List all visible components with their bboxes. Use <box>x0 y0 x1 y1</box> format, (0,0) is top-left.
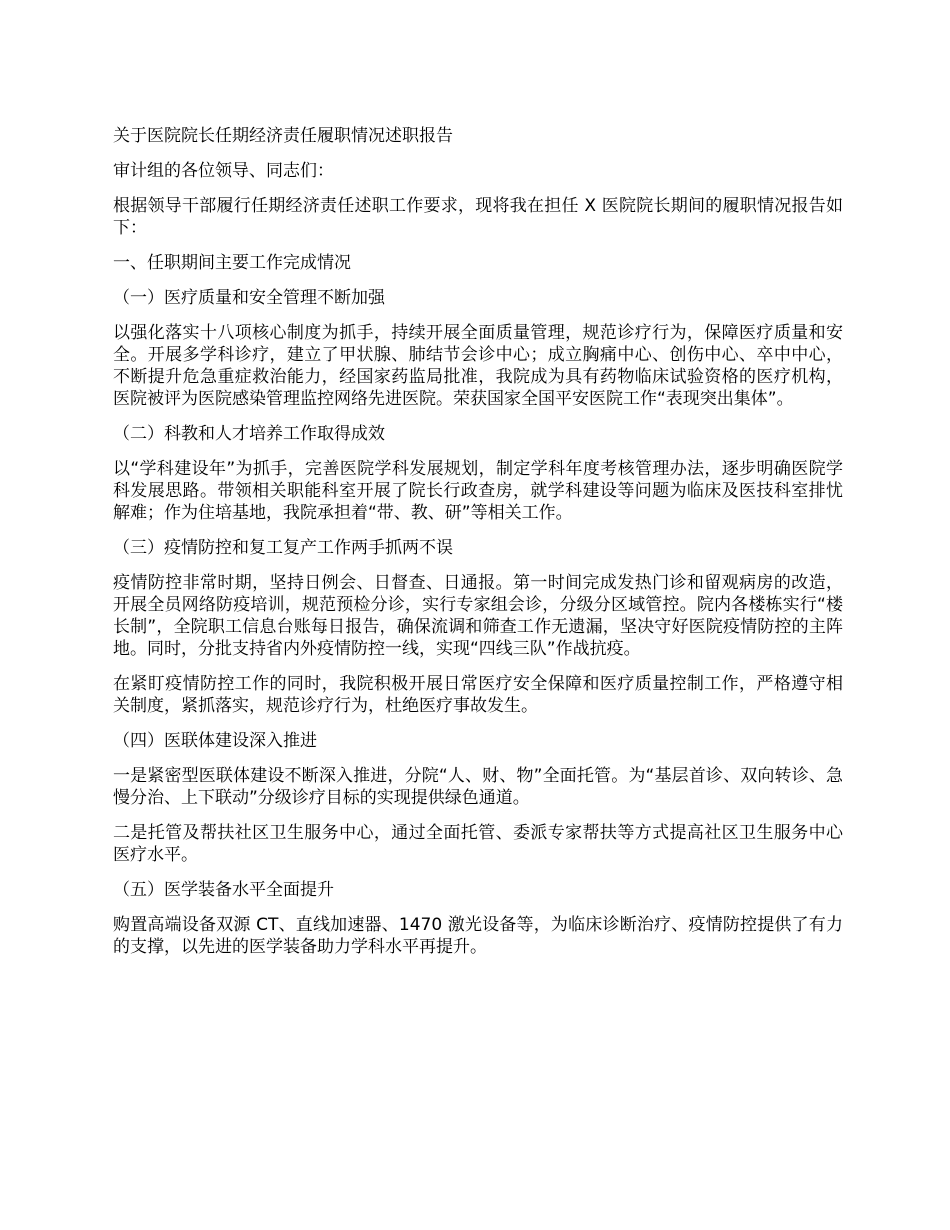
subsection-heading-4: （四）医联体建设深入推进 <box>113 731 317 751</box>
subsection-2-paragraph: 以“学科建设年”为抓手，完善医院学科发展规划，制定学科年度考核管理办法，逐步明确医院学科发展思路。带领相关职能科室开展了院长行政查房，就学科建设等问题为临床及医技科室排忧解难；作为住培基地，我院承担着“带、教、研”等相关工作。 <box>113 459 843 523</box>
subsection-3-paragraph-2: 在紧盯疫情防控工作的同时，我院积极开展日常医疗安全保障和医疗质量控制工作，严格遵守相关制度，紧抓落实，规范诊疗行为，杜绝医疗事故发生。 <box>113 674 843 716</box>
subsection-4-paragraph-2: 二是托管及帮扶社区卫生服务中心，通过全面托管、委派专家帮扶等方式提高社区卫生服务中心医疗水平。 <box>113 823 843 865</box>
section-heading-1: 一、任职期间主要工作完成情况 <box>113 253 351 273</box>
greeting: 审计组的各位领导、同志们： <box>113 161 334 181</box>
subsection-3-paragraph-1: 疫情防控非常时期，坚持日例会、日督查、日通报。第一时间完成发热门诊和留观病房的改造，开展全员网络防疫培训，规范预检分诊，实行专家组会诊，分级分区域管控。院内各楼栋实行“楼长制”，全院职工信息台账每日报告，确保流调和筛查工作无遗漏，坚决守好医院疫情防控的主阵地。同时，分批支持省内外疫情防控一线，实现“四线三队”作战抗疫。 <box>113 573 843 659</box>
subsection-heading-5: （五）医学装备水平全面提升 <box>113 880 334 900</box>
subsection-5-paragraph: 购置高端设备双源 CT、直线加速器、1470 激光设备等，为临床诊断治疗、疫情防控提供了有力的支撑，以先进的医学装备助力学科水平再提升。 <box>113 915 843 957</box>
document-page <box>113 125 843 971</box>
subsection-heading-1: （一）医疗质量和安全管理不断加强 <box>113 288 385 308</box>
intro-paragraph: 根据领导干部履行任期经济责任述职工作要求，现将我在担任 X 医院院长期间的履职情况报告如下： <box>113 196 843 238</box>
subsection-4-paragraph-1: 一是紧密型医联体建设不断深入推进，分院“人、财、物”全面托管。为“基层首诊、双向转诊、急慢分治、上下联动”分级诊疗目标的实现提供绿色通道。 <box>113 766 843 808</box>
subsection-1-paragraph: 以强化落实十八项核心制度为抓手，持续开展全面质量管理，规范诊疗行为，保障医疗质量和安全。开展多学科诊疗，建立了甲状腺、肺结节会诊中心；成立胸痛中心、创伤中心、卒中中心，不断提升危急重症救治能力，经国家药监局批准，我院成为具有药物临床试验资格的医疗机构，医院被评为医院感染管理监控网络先进医院。荣获国家全国平安医院工作“表现突出集体”。 <box>113 323 843 409</box>
subsection-heading-2: （二）科教和人才培养工作取得成效 <box>113 424 385 444</box>
document-title: 关于医院院长任期经济责任履职情况述职报告 <box>113 126 453 146</box>
subsection-heading-3: （三）疫情防控和复工复产工作两手抓两不误 <box>113 538 453 558</box>
